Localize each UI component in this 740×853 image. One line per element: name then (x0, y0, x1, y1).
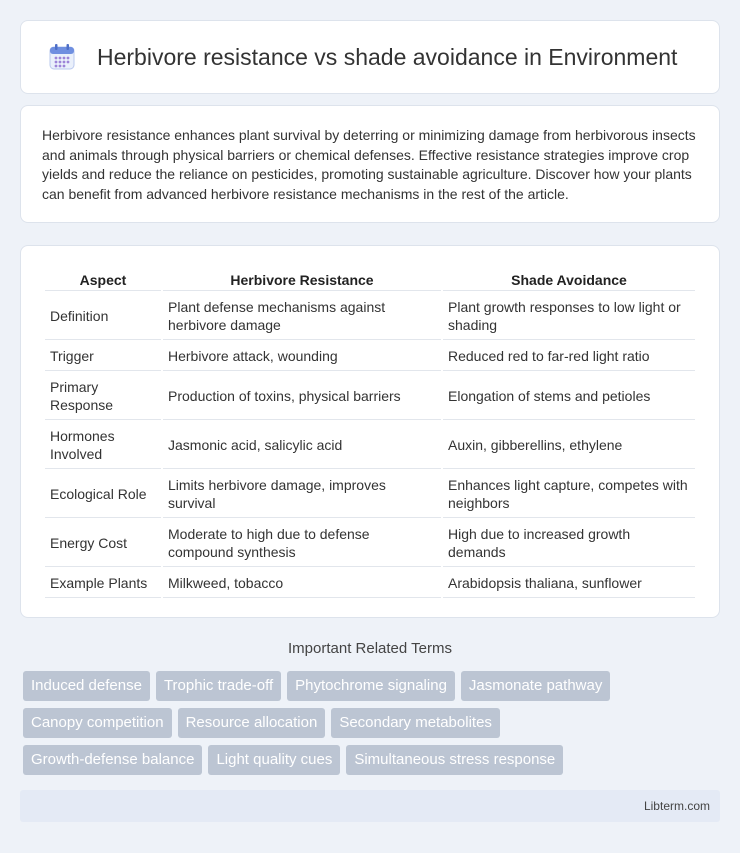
title-card (20, 20, 720, 94)
row-shade-avoidance: Auxin, gibberellins, ethylene (443, 422, 695, 469)
tag-secondary-metabolites[interactable]: Secondary metabolites (331, 708, 500, 738)
tag-induced-defense[interactable]: Induced defense (23, 671, 150, 701)
tag-row (23, 671, 723, 701)
row-herbivore-resistance: Moderate to high due to defense compound synthesis (163, 520, 441, 567)
intro-paragraph: Herbivore resistance enhances plant survival by deterring or minimizing damage from herbivorous insects and animals through physical barriers or chemical defenses. Effective resistance strategies improve crop yields and reduce the reliance on pesticides, promoting sustainable agriculture. Discover how your plants can benefit from advanced herbivore resistance mechanisms in the rest of the article. (42, 127, 696, 202)
related-terms-title: Important Related Terms (288, 640, 452, 657)
table-header-row (45, 268, 695, 291)
row-herbivore-resistance: Limits herbivore damage, improves survival (163, 471, 441, 518)
row-shade-avoidance: Reduced red to far-red light ratio (443, 342, 695, 371)
page-title: Herbivore resistance vs shade avoidance in Environment (97, 43, 678, 70)
tag-canopy-competition[interactable]: Canopy competition (23, 708, 172, 738)
table-row (45, 520, 695, 567)
header-shade-avoidance: Shade Avoidance (443, 268, 695, 291)
comparison-card (20, 245, 720, 618)
row-shade-avoidance: Plant growth responses to low light or shading (443, 293, 695, 340)
footer-site-link[interactable]: Libterm.com (643, 799, 710, 813)
tag-row (23, 708, 723, 738)
tag-resource-allocation[interactable]: Resource allocation (178, 708, 326, 738)
tag-light-quality-cues[interactable]: Light quality cues (208, 745, 340, 775)
header-aspect: Aspect (45, 268, 161, 291)
tag-row (23, 745, 723, 775)
row-aspect: Example Plants (45, 569, 161, 598)
row-aspect: Hormones Involved (45, 422, 161, 469)
row-herbivore-resistance: Jasmonic acid, salicylic acid (163, 422, 441, 469)
row-aspect: Primary Response (45, 373, 161, 420)
row-herbivore-resistance: Production of toxins, physical barriers (163, 373, 441, 420)
table-row (45, 569, 695, 598)
row-herbivore-resistance: Milkweed, tobacco (163, 569, 441, 598)
table-row (45, 293, 695, 340)
row-aspect: Ecological Role (45, 471, 161, 518)
tag-trophic-trade-off[interactable]: Trophic trade-off (156, 671, 281, 701)
row-shade-avoidance: Enhances light capture, competes with neighbors (443, 471, 695, 518)
row-shade-avoidance: Elongation of stems and petioles (443, 373, 695, 420)
table-row (45, 342, 695, 371)
intro-card (20, 105, 720, 223)
row-herbivore-resistance: Plant defense mechanisms against herbivore damage (163, 293, 441, 340)
table-row (45, 373, 695, 420)
row-herbivore-resistance: Herbivore attack, wounding (163, 342, 441, 371)
header-herbivore-resistance: Herbivore Resistance (163, 268, 441, 291)
row-aspect: Trigger (45, 342, 161, 371)
row-aspect: Definition (45, 293, 161, 340)
tag-simultaneous-stress-response[interactable]: Simultaneous stress response (346, 745, 563, 775)
table-row (45, 422, 695, 469)
calendar-icon (47, 42, 77, 72)
tag-phytochrome-signaling[interactable]: Phytochrome signaling (287, 671, 455, 701)
row-shade-avoidance: High due to increased growth demands (443, 520, 695, 567)
related-terms (23, 671, 723, 782)
tag-growth-defense-balance[interactable]: Growth-defense balance (23, 745, 202, 775)
tag-jasmonate-pathway[interactable]: Jasmonate pathway (461, 671, 610, 701)
row-aspect: Energy Cost (45, 520, 161, 567)
comparison-table (43, 266, 697, 600)
row-shade-avoidance: Arabidopsis thaliana, sunflower (443, 569, 695, 598)
table-row (45, 471, 695, 518)
footer (20, 790, 720, 822)
